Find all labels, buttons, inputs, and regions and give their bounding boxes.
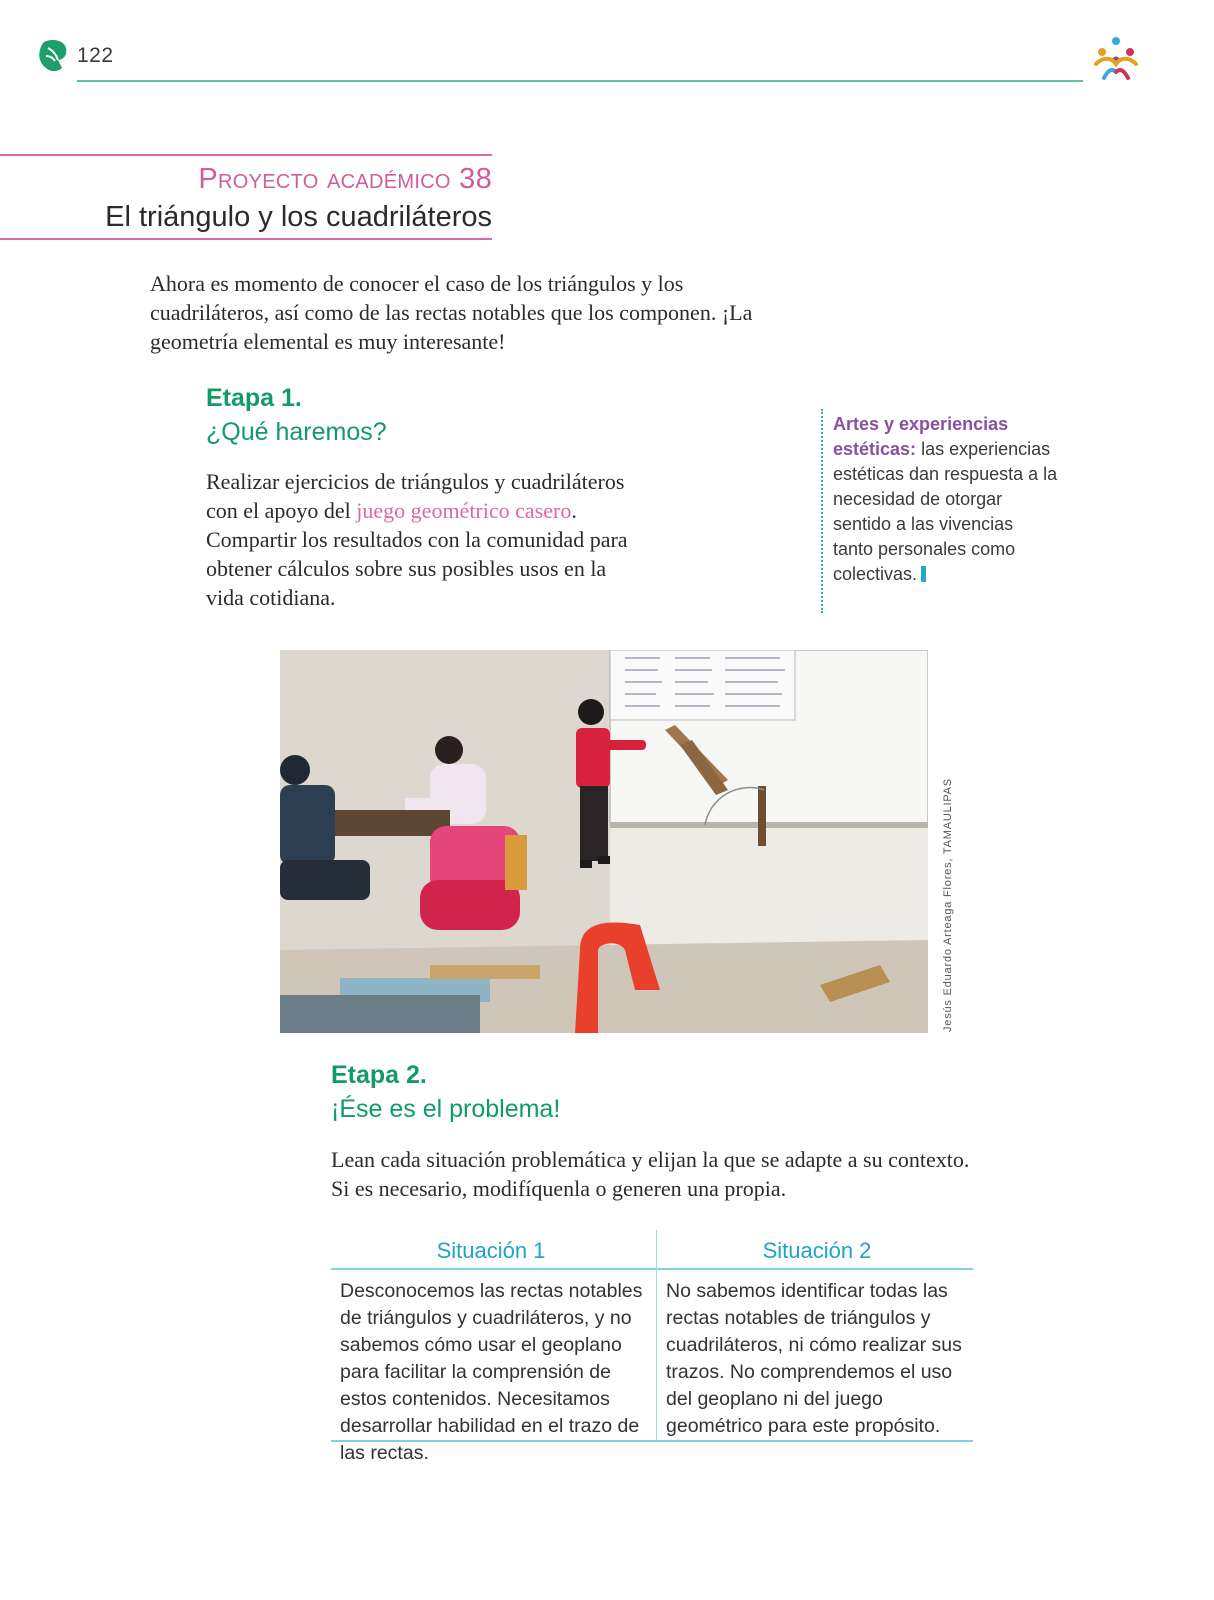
sidebar-term: Artes y experiencias estéticas: bbox=[833, 414, 1009, 459]
stage-1-body-end: . Compartir los resultados con la comunidad para obtener cálculos sobre sus posibles usos en la vida cotidiana. bbox=[206, 498, 628, 610]
community-emblem-icon bbox=[1090, 34, 1142, 86]
classroom-photo bbox=[280, 650, 928, 1033]
sidebar-dotted-rule bbox=[821, 409, 823, 613]
header-rule bbox=[77, 80, 1083, 82]
title-rule-top bbox=[0, 154, 492, 156]
sidebar-glossary-note bbox=[833, 412, 1058, 587]
leaf-icon bbox=[38, 38, 68, 74]
table-header-rule bbox=[331, 1268, 973, 1270]
stage-2-subtitle: ¡Ése es el problema! bbox=[331, 1095, 561, 1123]
stage-1-subtitle: ¿Qué haremos? bbox=[206, 418, 387, 446]
situation-1-heading: Situación 1 bbox=[436, 1238, 546, 1263]
title-rule-bottom bbox=[0, 238, 492, 240]
situation-2-text: No sabemos identificar todas las rectas notables de triángulos y cuadriláteros, ni cómo realizar sus trazos. No comprendemos el uso del geoplano ni del juego geométrico para este propósito. bbox=[666, 1280, 962, 1437]
stage-1-label: Etapa 1. bbox=[206, 384, 302, 412]
page-number: 122 bbox=[77, 44, 114, 67]
photo-credit: Jesús Eduardo Arteaga Flores, TAMAULIPAS bbox=[942, 778, 954, 1032]
table-bottom-rule bbox=[331, 1440, 973, 1442]
situation-1-text: Desconocemos las rectas notables de triángulos y cuadriláteros, y no sabemos cómo usar el geoplano para facilitar la comprensión de estos contenidos. Necesitamos desarrollar habilidad en el trazo de las rectas. bbox=[340, 1280, 643, 1464]
sidebar-definition: las experiencias estéticas dan respuesta a la necesidad de otorgar sentido a las vivencias tanto personales como colectivas. bbox=[833, 439, 1058, 584]
intro-paragraph: Ahora es momento de conocer el caso de los triángulos y los cuadriláteros, así como de las rectas notables que los componen. ¡La geometría elemental es muy interesante! bbox=[150, 271, 753, 354]
end-mark-icon bbox=[921, 566, 926, 582]
juego-geometrico-link[interactable]: juego geométrico casero bbox=[356, 498, 572, 523]
stage-1-body-start: Realizar ejercicios de triángulos y cuadriláteros con el apoyo del bbox=[206, 469, 625, 523]
situations-table bbox=[331, 1230, 973, 1464]
stage-2-body: Lean cada situación problemática y elijan la que se adapte a su contexto. Si es necesario, modifíquenla o generen una propia. bbox=[331, 1147, 970, 1201]
situation-2-heading: Situación 2 bbox=[762, 1238, 872, 1263]
table-column-divider bbox=[656, 1230, 657, 1442]
stage-2-label: Etapa 2. bbox=[331, 1061, 427, 1089]
project-kicker: Proyecto académico 38 bbox=[198, 163, 492, 195]
stage-1-body bbox=[206, 467, 636, 612]
project-title: El triángulo y los cuadriláteros bbox=[105, 201, 492, 233]
